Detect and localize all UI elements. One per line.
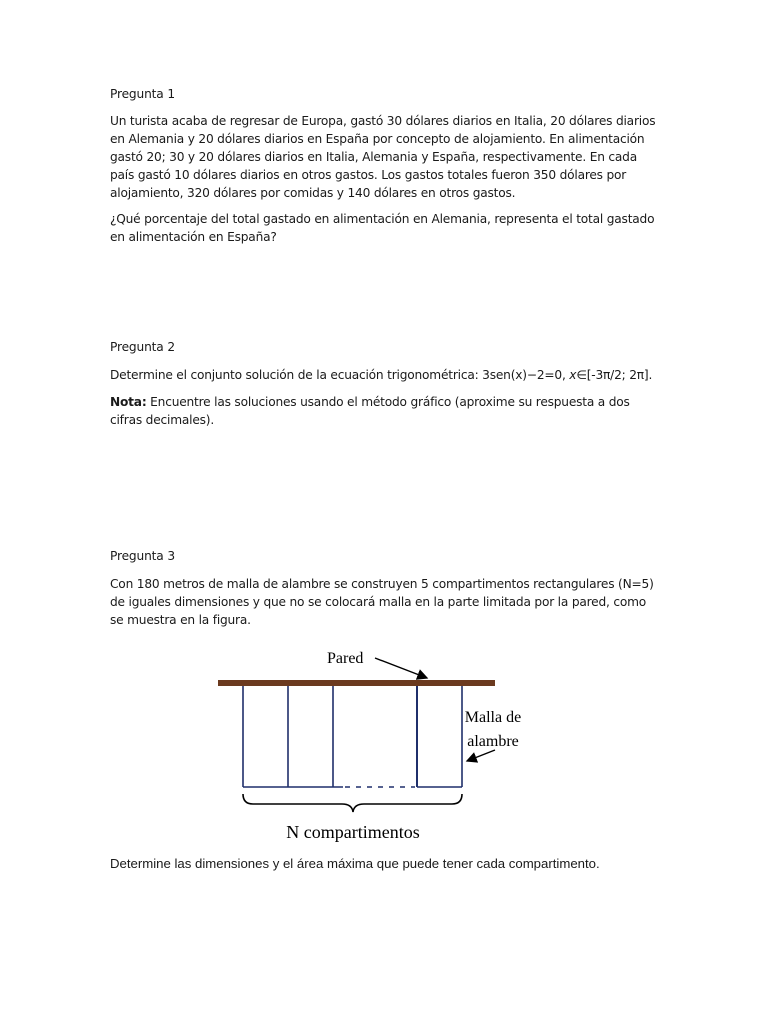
question-3-final: Determine las dimensiones y el área máxima que puede tener cada compartimento. [110, 856, 600, 871]
question-3-body: Con 180 metros de malla de alambre se construyen 5 compartimentos rectangulares (N=5) de iguales dimensiones y que no se colocará malla en la parte limitada por la pared, como se muestra en la figura. [110, 577, 654, 627]
mesh-label-line1: Malla de [464, 709, 522, 726]
question-1-title: Pregunta 1 [110, 87, 175, 101]
question-2-variable: x [569, 368, 577, 382]
compartments-label: N compartimentos [286, 822, 420, 842]
question-2-body-suffix: ∈[-3π/2; 2π]. [576, 368, 653, 382]
wall-label: Pared [327, 650, 364, 667]
mesh-compartments [243, 686, 462, 787]
mesh-label-line2: alambre [467, 733, 519, 750]
brace [243, 794, 462, 812]
question-2-note-text: Encuentre las soluciones usando el método gráfico (aproxime su respuesta a dos cifras decimales). [110, 395, 630, 427]
question-1-question: ¿Qué porcentaje del total gastado en alimentación en Alemania, representa el total gastado en alimentación en España? [110, 212, 655, 244]
question-3-title: Pregunta 3 [110, 549, 175, 563]
question-2-note [110, 393, 658, 429]
wall-arrow [375, 658, 427, 678]
compartments-figure [205, 640, 522, 850]
question-2-note-label: Nota: [110, 395, 147, 409]
question-2-title: Pregunta 2 [110, 340, 175, 354]
mesh-arrow [467, 750, 495, 761]
question-2-body [110, 366, 658, 384]
wall [218, 680, 495, 686]
question-1-body: Un turista acaba de regresar de Europa, gastó 30 dólares diarios en Italia, 20 dólares diarios en Alemania y 20 dólares diarios en España por concepto de alojamiento. En alimentación gastó 20; 30 y 20 dólares diarios en Italia, Alemania y España, respectivamente. En cada país gastó 10 dólares diarios en otros gastos. Los gastos totales fueron 350 dólares por alojamiento, 320 dólares por comidas y 140 dólares en otros gastos. [110, 114, 656, 200]
question-2-body-prefix: Determine el conjunto solución de la ecuación trigonométrica: 3sen(x)−2=0, [110, 368, 570, 382]
